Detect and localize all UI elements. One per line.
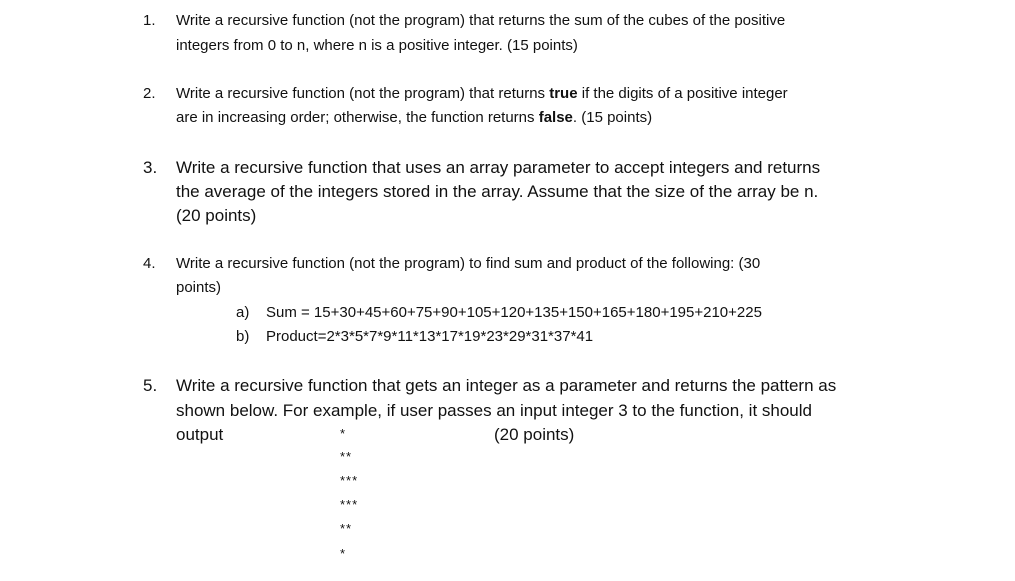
question-text-line: Write a recursive function that gets an integer as a parameter and returns the pattern as	[176, 376, 837, 395]
pattern-row: **	[340, 449, 353, 464]
question-text-line: output	[176, 425, 224, 444]
question-text-line: points)	[176, 279, 222, 296]
text-run: are in increasing order; otherwise, the function returns	[176, 109, 539, 126]
question-text-line: shown below. For example, if user passes an input integer 3 to the function, it should	[176, 401, 812, 420]
subitem-label: a)	[236, 304, 250, 321]
question-number: 3.	[143, 158, 158, 177]
question-number: 4.	[143, 255, 156, 272]
pattern-row: ***	[340, 497, 359, 512]
subitem-label: b)	[236, 328, 250, 345]
pattern-row: ***	[340, 473, 359, 488]
text-run: if the digits of a positive integer	[577, 85, 788, 102]
subitem-text: Product=2*3*5*7*9*11*13*17*19*23*29*31*37*41	[266, 328, 594, 345]
pattern-row: *	[340, 426, 347, 441]
question-text-line: (20 points)	[176, 206, 257, 225]
question-text-line	[176, 85, 788, 102]
bold-keyword: true	[549, 85, 578, 102]
question-text-line: the average of the integers stored in the array. Assume that the size of the array be n.	[176, 182, 819, 201]
question-text-line: Write a recursive function (not the program) that returns the sum of the cubes of the positive	[176, 12, 786, 29]
subitem-text: Sum = 15+30+45+60+75+90+105+120+135+150+165+180+195+210+225	[266, 304, 762, 321]
question-number: 5.	[143, 376, 158, 395]
pattern-row: *	[340, 546, 347, 561]
points-label: (20 points)	[494, 425, 575, 444]
question-text-line: Write a recursive function (not the program) to find sum and product of the following: (30	[176, 255, 761, 272]
question-text-line: Write a recursive function that uses an array parameter to accept integers and returns	[176, 158, 821, 177]
question-number: 2.	[143, 85, 156, 102]
pattern-row: **	[340, 521, 353, 536]
text-run: Write a recursive function (not the program) that returns	[176, 85, 550, 102]
text-run: . (15 points)	[572, 109, 653, 126]
bold-keyword: false	[538, 109, 573, 126]
question-text-line	[176, 109, 652, 126]
question-text-line: integers from 0 to n, where n is a positive integer. (15 points)	[176, 37, 578, 54]
question-number: 1.	[143, 12, 156, 29]
